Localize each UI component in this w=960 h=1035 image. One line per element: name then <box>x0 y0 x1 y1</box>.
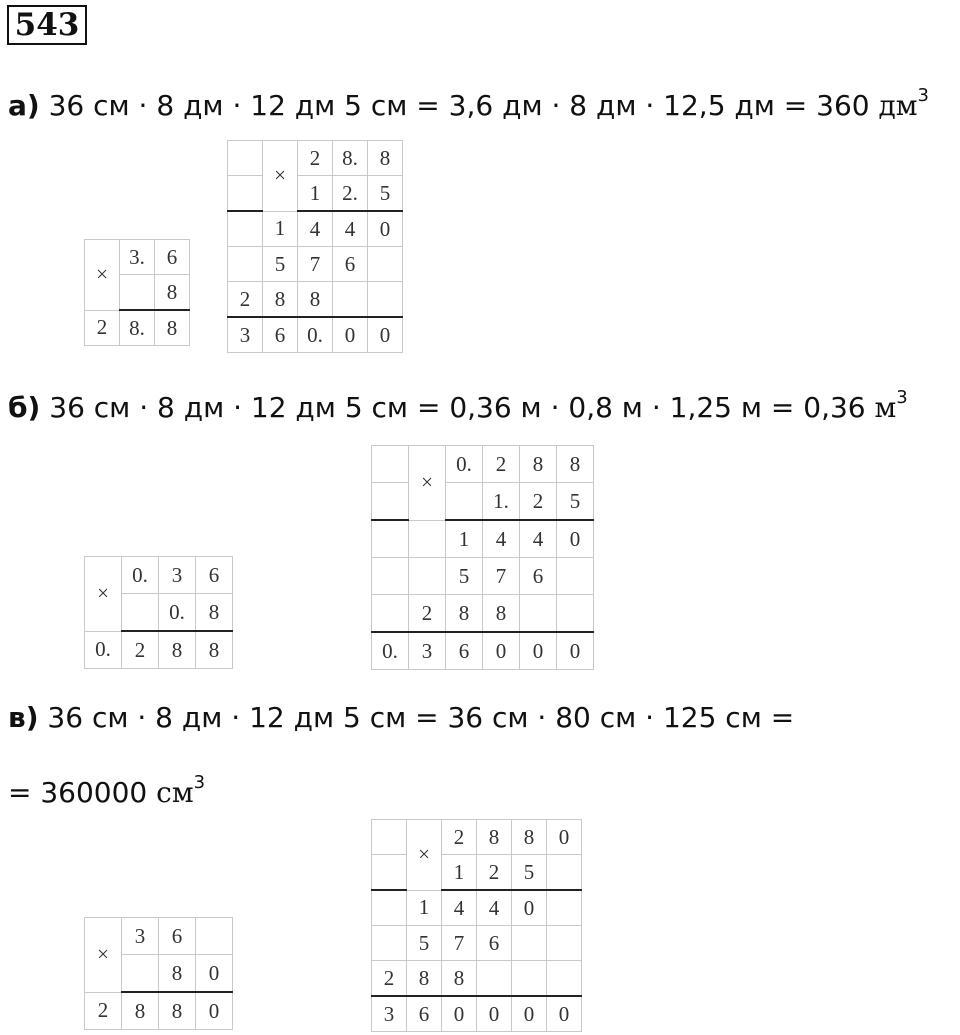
digit-cell <box>512 926 547 961</box>
digit-cell <box>372 926 407 961</box>
part-c-exponent: 3 <box>193 772 206 793</box>
digit-cell: 8 <box>298 282 333 318</box>
digit-cell: 8 <box>446 595 483 633</box>
part-b-expression: 36 см · 8 дм · 12 дм 5 см = 0,36 м · 0,8 м · 1,25 м = 0,36 <box>40 391 875 424</box>
digit-cell: 8 <box>155 275 190 311</box>
calc-c-big <box>371 819 582 1032</box>
part-c-label: в) <box>8 701 39 734</box>
multiply-sign: × <box>85 557 122 632</box>
digit-cell: 2 <box>85 310 120 346</box>
digit-cell <box>228 211 263 247</box>
digit-cell: 0 <box>512 996 547 1032</box>
digit-cell: 7 <box>442 926 477 961</box>
digit-cell: 5 <box>557 483 594 521</box>
digit-cell: 8 <box>159 992 196 1030</box>
digit-cell: 0. <box>298 317 333 353</box>
digit-cell <box>120 275 155 311</box>
digit-cell: 3 <box>409 632 446 670</box>
digit-cell <box>372 446 409 483</box>
digit-cell <box>228 247 263 282</box>
part-c-unit: $см^3$ <box>156 772 206 809</box>
multiply-sign: × <box>85 918 122 993</box>
multiply-sign: × <box>407 820 442 891</box>
digit-cell <box>409 558 446 595</box>
digit-cell: 2 <box>228 282 263 318</box>
digit-cell: 2. <box>333 176 368 212</box>
digit-cell: 0. <box>159 594 196 632</box>
digit-cell: 4 <box>298 211 333 247</box>
digit-cell <box>372 595 409 633</box>
digit-cell: 2 <box>520 483 557 521</box>
digit-cell <box>368 282 403 318</box>
digit-cell: 2 <box>372 961 407 997</box>
digit-cell: 3 <box>228 317 263 353</box>
digit-cell: 0. <box>446 446 483 483</box>
digit-cell <box>547 961 582 997</box>
digit-cell <box>372 520 409 558</box>
digit-cell: 3 <box>372 996 407 1032</box>
digit-cell <box>446 483 483 521</box>
digit-cell <box>409 520 446 558</box>
digit-cell: 8. <box>333 141 368 176</box>
digit-cell: 6 <box>520 558 557 595</box>
digit-cell: 2 <box>409 595 446 633</box>
part-a-expression: 36 см · 8 дм · 12 дм 5 см = 3,6 дм · 8 дм · 12,5 дм = 360 <box>39 89 879 122</box>
digit-cell: 1 <box>263 211 298 247</box>
digit-cell: 1 <box>298 176 333 212</box>
digit-cell: 3 <box>122 918 159 955</box>
digit-cell: 6 <box>263 317 298 353</box>
digit-cell: 6 <box>196 557 233 594</box>
digit-cell: 0 <box>196 955 233 993</box>
digit-cell: 5 <box>263 247 298 282</box>
digit-cell <box>196 918 233 955</box>
digit-cell: 6 <box>333 247 368 282</box>
part-c-result-value: = 360000 <box>8 776 157 809</box>
digit-cell: 8 <box>159 631 196 669</box>
digit-cell: 5 <box>368 176 403 212</box>
calc-b-small <box>84 556 233 669</box>
part-a-label: а) <box>8 89 40 122</box>
digit-cell <box>547 890 582 926</box>
digit-cell <box>547 926 582 961</box>
digit-cell <box>228 141 263 176</box>
digit-cell: 6 <box>446 632 483 670</box>
digit-cell: 0 <box>520 632 557 670</box>
digit-cell <box>333 282 368 318</box>
multiply-sign: × <box>85 240 120 311</box>
digit-cell: 0 <box>483 632 520 670</box>
part-b-exponent: 3 <box>896 387 908 408</box>
digit-cell <box>372 483 409 521</box>
digit-cell <box>372 820 407 855</box>
digit-cell: 4 <box>477 890 512 926</box>
digit-cell: 2 <box>122 631 159 669</box>
digit-cell: 8 <box>557 446 594 483</box>
digit-cell: 4 <box>442 890 477 926</box>
digit-cell: 8 <box>512 820 547 855</box>
multiply-sign: × <box>409 446 446 521</box>
digit-cell: 8 <box>368 141 403 176</box>
digit-cell: 8. <box>120 310 155 346</box>
digit-cell: 0 <box>547 820 582 855</box>
digit-cell: 6 <box>155 240 190 275</box>
digit-cell: 2 <box>298 141 333 176</box>
digit-cell: 0. <box>372 632 409 670</box>
digit-cell: 6 <box>159 918 196 955</box>
digit-cell <box>547 855 582 891</box>
digit-cell: 0 <box>368 317 403 353</box>
digit-cell <box>122 594 159 632</box>
part-c-expression: 36 см · 8 дм · 12 дм 5 см = 36 см · 80 см · 125 см = <box>38 701 795 734</box>
digit-cell: 5 <box>407 926 442 961</box>
digit-cell: 3 <box>159 557 196 594</box>
digit-cell <box>520 595 557 633</box>
calc-c-small <box>84 917 233 1030</box>
digit-cell: 0 <box>512 890 547 926</box>
digit-cell: 5 <box>446 558 483 595</box>
digit-cell: 4 <box>520 520 557 558</box>
digit-cell: 0 <box>442 996 477 1032</box>
part-a-unit: $дм^3$ <box>878 85 929 122</box>
digit-cell: 3. <box>120 240 155 275</box>
digit-cell: 8 <box>155 310 190 346</box>
digit-cell <box>372 855 407 891</box>
digit-cell <box>557 558 594 595</box>
digit-cell: 6 <box>477 926 512 961</box>
digit-cell: 0 <box>368 211 403 247</box>
digit-cell: 7 <box>298 247 333 282</box>
digit-cell: 2 <box>477 855 512 891</box>
digit-cell: 8 <box>442 961 477 997</box>
digit-cell: 1 <box>442 855 477 891</box>
digit-cell: 8 <box>122 992 159 1030</box>
calc-b-big <box>371 445 594 670</box>
part-c-equation <box>8 698 794 738</box>
part-c-result <box>8 763 205 813</box>
digit-cell: 0 <box>547 996 582 1032</box>
digit-cell: 2 <box>483 446 520 483</box>
digit-cell <box>368 247 403 282</box>
calc-a-big <box>227 140 403 353</box>
digit-cell: 4 <box>333 211 368 247</box>
digit-cell: 8 <box>483 595 520 633</box>
digit-cell: 1. <box>483 483 520 521</box>
digit-cell: 0 <box>557 632 594 670</box>
multiply-sign: × <box>263 141 298 212</box>
digit-cell <box>372 890 407 926</box>
digit-cell: 8 <box>196 631 233 669</box>
digit-cell: 2 <box>442 820 477 855</box>
digit-cell: 8 <box>263 282 298 318</box>
digit-cell: 7 <box>483 558 520 595</box>
digit-cell <box>372 558 409 595</box>
digit-cell: 2 <box>85 992 122 1030</box>
part-b-unit: $м^3$ <box>874 387 908 424</box>
digit-cell <box>557 595 594 633</box>
digit-cell <box>228 176 263 212</box>
digit-cell: 8 <box>520 446 557 483</box>
part-b-equation <box>8 378 908 428</box>
digit-cell: 1 <box>407 890 442 926</box>
digit-cell <box>477 961 512 997</box>
digit-cell: 0 <box>333 317 368 353</box>
digit-cell: 8 <box>407 961 442 997</box>
digit-cell: 0 <box>477 996 512 1032</box>
problem-number: 543 <box>7 5 87 45</box>
digit-cell: 0 <box>557 520 594 558</box>
calc-a-small <box>84 239 190 346</box>
digit-cell: 8 <box>159 955 196 993</box>
digit-cell: 8 <box>196 594 233 632</box>
digit-cell: 1 <box>446 520 483 558</box>
digit-cell: 0. <box>122 557 159 594</box>
digit-cell: 8 <box>477 820 512 855</box>
digit-cell <box>512 961 547 997</box>
digit-cell: 4 <box>483 520 520 558</box>
part-a-exponent: 3 <box>917 85 929 106</box>
digit-cell: 0 <box>196 992 233 1030</box>
digit-cell: 6 <box>407 996 442 1032</box>
digit-cell: 5 <box>512 855 547 891</box>
part-a-equation <box>8 76 929 126</box>
digit-cell <box>122 955 159 993</box>
digit-cell: 0. <box>85 631 122 669</box>
part-b-label: б) <box>8 391 41 424</box>
